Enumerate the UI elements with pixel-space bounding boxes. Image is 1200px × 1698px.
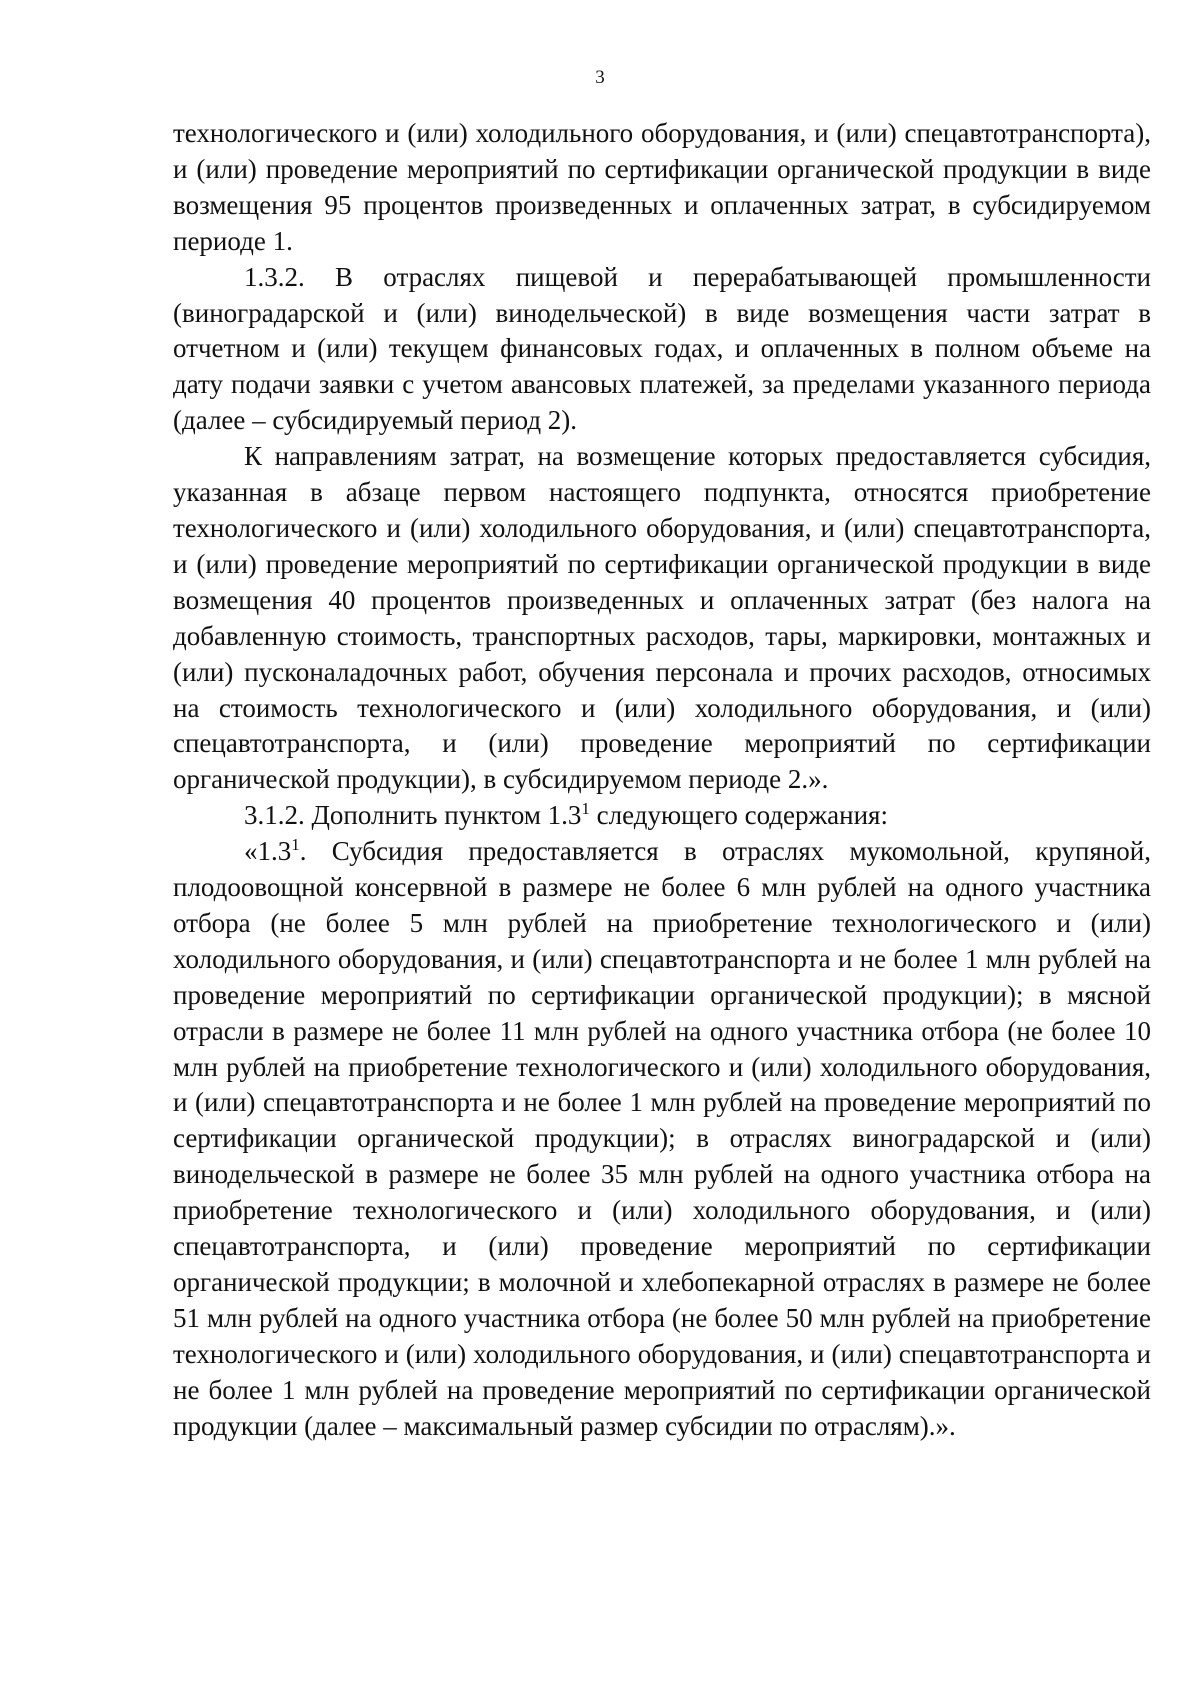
document-body bbox=[173, 116, 1151, 1445]
paragraph-1-3-1-text-after: . Субсидия предоставляется в отраслях мукомольной, крупяной, плодоовощной консервной в размере не более 6 млн рублей на одного участника отбора (не более 5 млн рублей на приобретение технологического и (или) холодильного оборудования, и (или) спецавтотранспорта и не более 1 млн рублей на проведение мероприятий по сертификации органической продукции); в мясной отрасли в размере не более 11 млн рублей на одного участника отбора (не более 10 млн рублей на приобретение технологического и (или) холодильного оборудования, и (или) спецавтотранспорта и не более 1 млн рублей на проведение мероприятий по сертификации органической продукции); в отраслях виноградарской и (или) винодельческой в размере не более 35 млн рублей на одного участника отбора на приобретение технологического и (или) холодильного оборудования, и (или) спецавтотранспорта, и (или) проведение мероприятий по сертификации органической продукции; в молочной и хлебопекарной отраслях в размере не более 51 млн рублей на одного участника отбора (не более 50 млн рублей на приобретение технологического и (или) холодильного оборудования, и (или) спецавтотранспорта и не более 1 млн рублей на проведение мероприятий по сертификации органической продукции (далее – максимальный размер субсидии по отраслям).». bbox=[173, 836, 1151, 1441]
paragraph-1-3-1-text-before: «1.3 bbox=[244, 836, 292, 867]
paragraph-1-3-1-subsidy bbox=[173, 834, 1151, 1444]
paragraph-1-3-2: 1.3.2. В отраслях пищевой и перерабатывающей промышленности (виноградарской и (или) винодельческой) в виде возмещения части затрат в отчетном и (или) текущем финансовых годах, и оплаченных в полном объеме на дату подачи заявки с учетом авансовых платежей, за пределами указанного периода (далее – субсидируемый период 2). bbox=[173, 261, 1151, 436]
page-number: 3 bbox=[595, 67, 605, 88]
paragraph-continuation: технологического и (или) холодильного оборудования, и (или) спецавтотранспорта), и (или) проведение мероприятий по сертификации органической продукции в виде возмещения 95 процентов произведенных и оплаченных затрат, в субсидируемом периоде 1. bbox=[173, 118, 1151, 256]
superscript-one: 1 bbox=[291, 835, 300, 855]
paragraph-cost-directions: К направлениям затрат, на возмещение которых предоставляется субсидия, указанная в абзаце первом настоящего подпункта, относятся приобретение технологического и (или) холодильного оборудования, и (или) спецавтотранспорта, и (или) проведение мероприятий по сертификации органической продукции в виде возмещения 40 процентов произведенных и оплаченных затрат (без налога на добавленную стоимость, транспортных расходов, тары, маркировки, монтажных и (или) пусконаладочных работ, обучения персонала и прочих расходов, относимых на стоимость технологического и (или) холодильного оборудования, и (или) спецавтотранспорта, и (или) проведение мероприятий по сертификации органической продукции), в субсидируемом периоде 2.». bbox=[173, 441, 1151, 795]
superscript-one: 1 bbox=[581, 799, 590, 819]
paragraph-3-1-2-text-before: 3.1.2. Дополнить пунктом 1.3 bbox=[244, 800, 582, 831]
paragraph-3-1-2 bbox=[173, 798, 1151, 834]
paragraph-3-1-2-text-after: следующего содержания: bbox=[589, 800, 888, 831]
